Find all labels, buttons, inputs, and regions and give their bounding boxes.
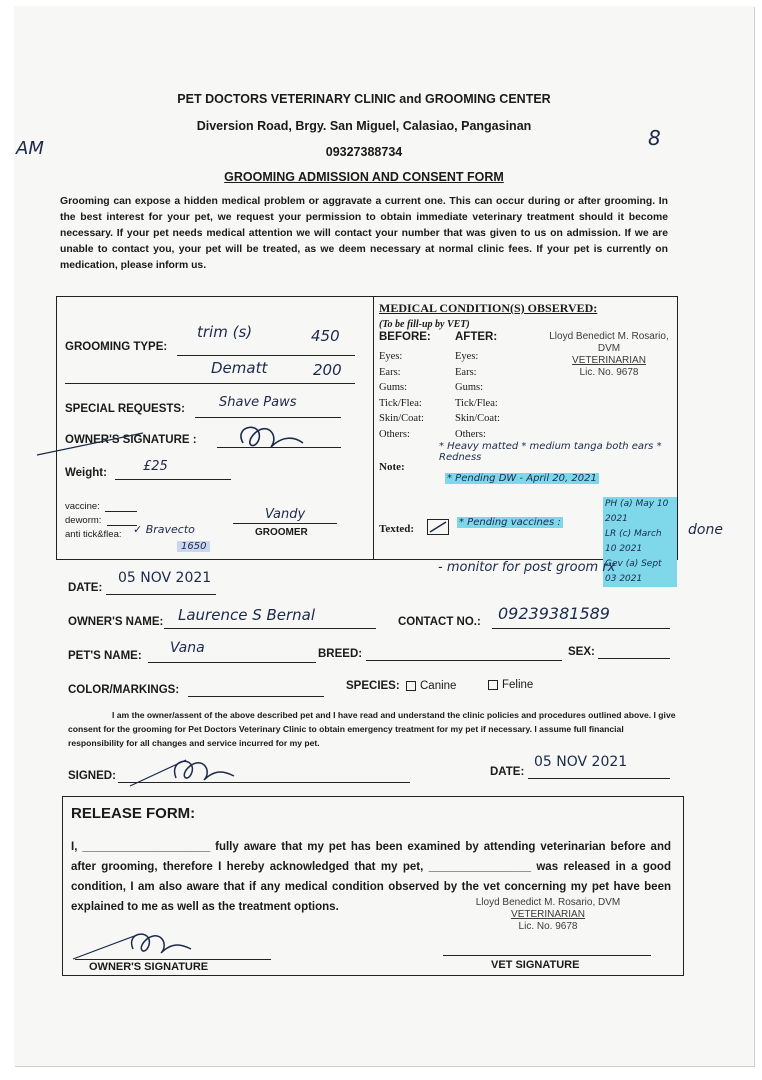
stamp-title: VETERINARIAN bbox=[572, 355, 646, 366]
weight-label: Weight: bbox=[65, 467, 107, 479]
owner-signature-scribble bbox=[33, 415, 353, 459]
medical-subtitle: (To be fill-up by VET) bbox=[379, 319, 470, 330]
before-row-ears: Ears: bbox=[379, 366, 401, 378]
tick-flea-label: anti tick&flea: bbox=[65, 529, 122, 540]
tick-flea-value: ✓ Bravecto bbox=[133, 523, 195, 536]
owner-name-value: Laurence S Bernal bbox=[178, 606, 316, 624]
before-row-tickflea: Tick/Flea: bbox=[379, 397, 422, 409]
color-markings-line bbox=[188, 696, 324, 697]
after-label: AFTER: bbox=[455, 331, 498, 343]
groomer-label: GROOMER bbox=[255, 527, 308, 538]
owner-name-line bbox=[164, 628, 376, 629]
texted-checkbox[interactable] bbox=[427, 519, 449, 535]
stamp-name: Lloyd Benedict M. Rosario, DVM bbox=[549, 331, 669, 354]
feline-checkbox[interactable] bbox=[488, 680, 498, 690]
vaccine-schedule-1: PH (a) May 10 2021 bbox=[603, 497, 677, 527]
vaccine-line bbox=[105, 511, 137, 512]
before-row-eyes: Eyes: bbox=[379, 351, 403, 362]
note-line-1: * Heavy matted * medium tanga both ears * Redness bbox=[439, 441, 662, 463]
after-row-eyes: Eyes: bbox=[455, 351, 479, 362]
signed-date-line bbox=[528, 778, 670, 779]
vaccine-schedule-2: LR (c) March 10 2021 bbox=[603, 527, 677, 557]
color-markings-label: COLOR/MARKINGS: bbox=[68, 684, 180, 696]
vaccine-schedule-3: Gev (a) Sept 03 2021 bbox=[603, 557, 677, 587]
pet-name-value: Vana bbox=[170, 640, 205, 656]
release-box bbox=[62, 796, 684, 976]
signed-signature bbox=[126, 750, 246, 790]
grooming-type-line-2 bbox=[65, 383, 355, 384]
canine-label: Canine bbox=[420, 680, 457, 692]
signed-label: SIGNED: bbox=[68, 770, 116, 782]
texted-label: Texted: bbox=[379, 523, 415, 535]
tick-flea-price: 1650 bbox=[177, 541, 210, 552]
margin-note-right: 8 bbox=[648, 126, 661, 150]
clinic-phone: 09327388734 bbox=[325, 145, 403, 159]
deworm-label: deworm: bbox=[65, 515, 102, 526]
pet-name-label: PET'S NAME: bbox=[68, 650, 142, 662]
clinic-name: PET DOCTORS VETERINARY CLINIC and GROOMING CENTER bbox=[177, 92, 551, 106]
species-feline-option[interactable] bbox=[488, 679, 533, 691]
feline-label: Feline bbox=[502, 679, 534, 691]
before-rows bbox=[379, 349, 424, 442]
grooming-type-value-1: trim (s) bbox=[197, 323, 253, 341]
intro-paragraph: Grooming can expose a hidden medical problem or aggravate a current one. This can occur during or after grooming. In the best interest for your pet, we request your permission to obtain immediate veterinary treatment should it become necessary. If your pet needs medical attention we will contact your number that was given to us on admission. If we are unable to contact you, your pet will be treated, as we deem necessary at normal clinic fees. If your pet is currently on medication, please inform us. bbox=[60, 196, 668, 271]
vet-stamp-top bbox=[539, 331, 679, 379]
stamp-license: Lic. No. 9678 bbox=[579, 367, 639, 378]
before-row-gums: Gums: bbox=[379, 382, 408, 393]
release-vet-label: VET SIGNATURE bbox=[491, 959, 580, 971]
after-row-others: Others: bbox=[455, 428, 486, 440]
contact-value: 09239381589 bbox=[498, 604, 610, 623]
monitor-note: - monitor for post groom rx bbox=[438, 560, 616, 575]
grooming-price-2: 200 bbox=[313, 361, 342, 379]
form-title: GROOMING ADMISSION AND CONSENT FORM bbox=[224, 170, 504, 184]
grooming-type-value-2: Dematt bbox=[211, 359, 268, 377]
release-vet-line bbox=[443, 955, 651, 956]
breed-label: BREED: bbox=[318, 648, 363, 660]
groomer-line bbox=[233, 523, 337, 524]
signed-date-value: 05 NOV 2021 bbox=[534, 754, 628, 770]
date-value: 05 NOV 2021 bbox=[118, 570, 212, 586]
release-stamp-name: Lloyd Benedict M. Rosario, DVM bbox=[475, 897, 621, 908]
species-label: SPECIES: bbox=[346, 680, 400, 692]
contact-line bbox=[492, 628, 670, 629]
date-label: DATE: bbox=[68, 582, 103, 594]
release-stamp-title: VETERINARIAN bbox=[511, 909, 585, 920]
before-row-skincoat: Skin/Coat: bbox=[379, 413, 424, 424]
after-rows bbox=[455, 349, 500, 442]
note-line-2: * Pending DW - April 20, 2021 bbox=[447, 473, 597, 484]
before-row-others: Others: bbox=[379, 428, 410, 440]
release-stamp-license: Lic. No. 9678 bbox=[518, 921, 578, 932]
owner-name-label: OWNER'S NAME: bbox=[68, 616, 164, 628]
signed-date-label: DATE: bbox=[490, 766, 525, 778]
before-label: BEFORE: bbox=[379, 331, 431, 343]
release-owner-signature bbox=[67, 923, 247, 963]
note-label: Note: bbox=[379, 461, 405, 473]
grooming-type-line-1 bbox=[177, 355, 355, 356]
after-row-tickflea: Tick/Flea: bbox=[455, 397, 498, 409]
sex-label: SEX: bbox=[568, 646, 595, 658]
after-row-skincoat: Skin/Coat: bbox=[455, 413, 500, 424]
sex-line bbox=[598, 658, 670, 659]
after-row-ears: Ears: bbox=[455, 366, 477, 378]
release-paragraph: I, ____________________ fully aware that my pet has been examined by attending veterinarian before and after grooming, therefore I hereby acknowledged that my pet, ________________ was released in a good condition, I am also aware that if any medical condition observed by the vet concerning my pet have been explained to me as well as the treatment options. bbox=[71, 841, 671, 913]
margin-note-left: AM bbox=[16, 138, 44, 159]
vet-stamp-bottom bbox=[473, 897, 623, 933]
groomer-name: Vandy bbox=[265, 507, 306, 522]
date-line bbox=[106, 594, 216, 595]
release-owner-line bbox=[75, 959, 271, 960]
box-divider bbox=[373, 297, 374, 559]
consent-paragraph: I am the owner/assent of the above described pet and I have read and understand the clinic policies and procedures outlined above. I give consent for the grooming for Pet Doctors Veterinary Clinic to obtain emergency treatment for my pet if necessary. I assume full financial responsibility for all changes and service incurred for my pet. bbox=[68, 710, 676, 748]
after-row-gums: Gums: bbox=[455, 382, 484, 393]
contact-label: CONTACT NO.: bbox=[398, 616, 481, 628]
pet-name-line bbox=[148, 662, 316, 663]
weight-line bbox=[115, 479, 231, 480]
done-note: done bbox=[688, 522, 723, 538]
clinic-address: Diversion Road, Brgy. San Miguel, Calasiao, Pangasinan bbox=[196, 119, 532, 133]
release-owner-label: OWNER'S SIGNATURE bbox=[89, 961, 209, 973]
owner-signature-label: OWNER'S SIGNATURE : bbox=[65, 434, 197, 446]
canine-checkbox[interactable] bbox=[406, 681, 416, 691]
form-page bbox=[14, 6, 754, 1066]
species-canine-option[interactable] bbox=[406, 680, 456, 692]
breed-line bbox=[366, 660, 562, 661]
vaccine-label: vaccine: bbox=[65, 501, 100, 512]
medical-title: MEDICAL CONDITION(S) OBSERVED: bbox=[379, 301, 598, 315]
special-requests-label: SPECIAL REQUESTS: bbox=[65, 403, 185, 415]
grooming-price-1: 450 bbox=[311, 327, 340, 345]
release-title: RELEASE FORM: bbox=[71, 805, 196, 822]
grooming-type-label: GROOMING TYPE: bbox=[65, 341, 168, 353]
special-requests-value: Shave Paws bbox=[219, 395, 297, 410]
weight-value: £25 bbox=[143, 459, 168, 474]
texted-pending: * Pending vaccines : bbox=[459, 517, 561, 528]
